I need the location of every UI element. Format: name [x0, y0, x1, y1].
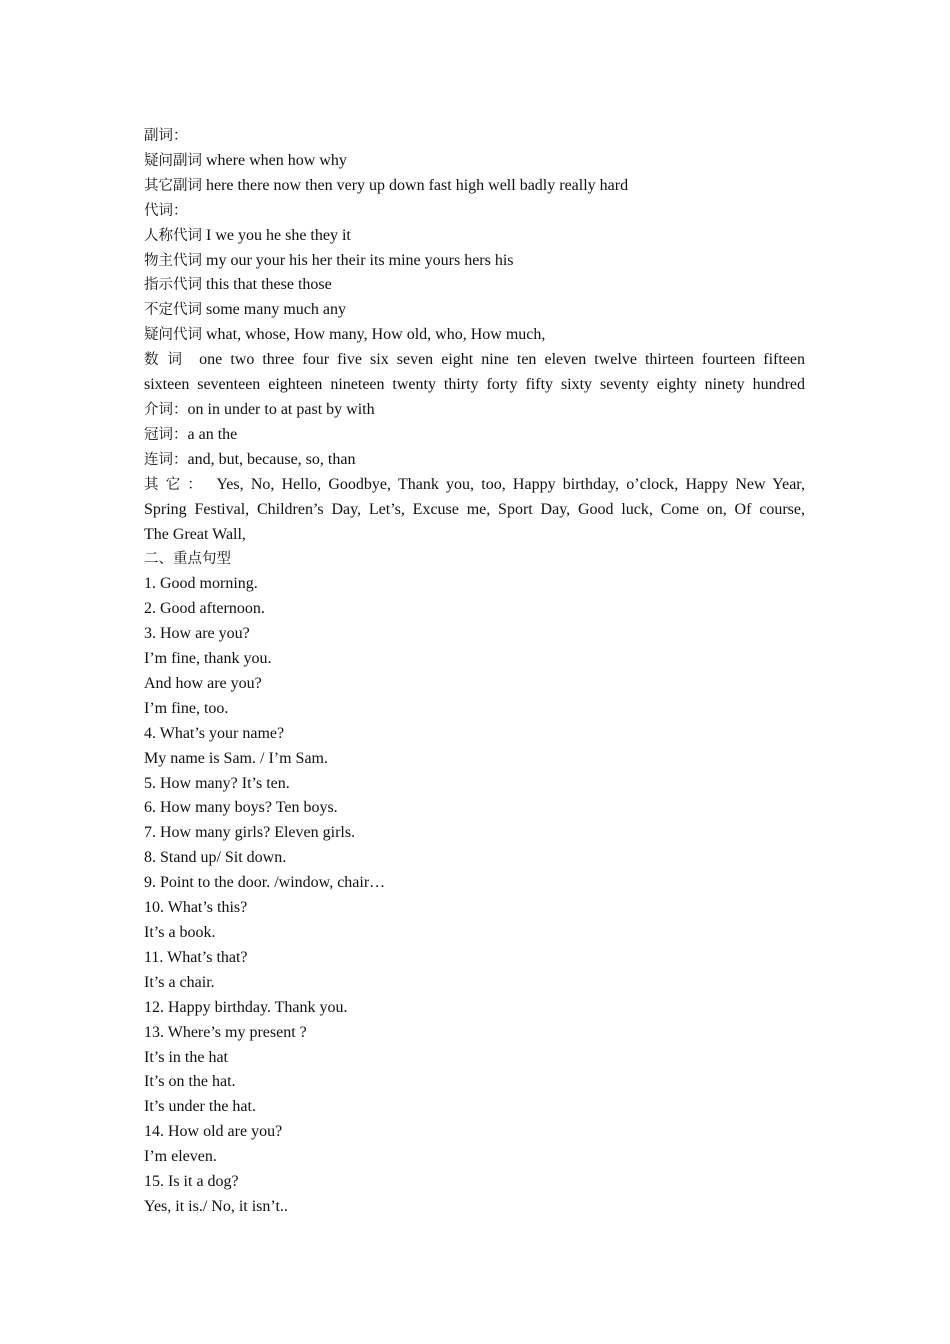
sentence-line: 9. Point to the door. /window, chair… — [144, 874, 386, 892]
sentence-line: It’s a chair. — [144, 973, 215, 991]
sentence-line: 7. How many girls? Eleven girls. — [144, 824, 356, 842]
adverb-question-row — [144, 149, 805, 174]
sentence-line: 5. How many? It’s ten. — [144, 774, 290, 792]
sentence-line: 10. What’s this? — [144, 899, 248, 917]
sentence-line: And how are you? — [144, 674, 262, 692]
sentence-line: I’m fine, thank you. — [144, 650, 272, 668]
numeral-row-2: sixteen seventeen eighteen nineteen twenty thirty forty fifty sixty seventy eighty ninety hundred — [144, 376, 805, 394]
sentence-line: It’s a book. — [144, 924, 216, 941]
sentence-line: 2. Good afternoon. — [144, 600, 265, 618]
sentence-line: My name is Sam. / I’m Sam. — [144, 749, 328, 767]
adverb-heading: 副词： — [144, 128, 188, 144]
row-words: what, whose, How many, How old, who, How much, — [202, 326, 546, 344]
sentence-line: 11. What’s that? — [144, 948, 248, 966]
pronoun-possessive-row — [144, 249, 805, 274]
adverb-other-row — [144, 174, 805, 199]
row-words: here there now then very up down fast high well badly really hard — [202, 176, 629, 194]
sentence-line: 15. Is it a dog? — [144, 1173, 239, 1191]
pronoun-personal-row — [144, 224, 805, 249]
row-label: 介词： — [144, 401, 188, 418]
row-label: 疑问副词 — [144, 152, 202, 169]
sentences-heading: 二、重点句型 — [144, 551, 231, 568]
sentence-line: 8. Stand up/ Sit down. — [144, 849, 287, 867]
row-words: this that these those — [202, 276, 332, 294]
sentence-line: 3. How are you? — [144, 625, 250, 643]
row-label: 冠词： — [144, 426, 188, 443]
row-words: my our your his her their its mine yours hers his — [202, 251, 514, 269]
row-words: Yes, No, Hello, Goodbye, Thank you, too, Happy birthday, o’clock, Happy New Year, — [209, 475, 805, 493]
row-words: a an the — [187, 425, 238, 443]
sentence-line: It’s under the hat. — [144, 1098, 256, 1116]
row-words: one two three four five six seven eight nine ten eleven twelve thirteen fourteen fifteen — [191, 351, 805, 369]
row-words: I we you he she they it — [202, 226, 351, 244]
pronoun-question-row — [144, 323, 805, 348]
other-row-1 — [144, 473, 805, 498]
sentence-line: 14. How old are you? — [144, 1123, 283, 1141]
row-words: some many much any — [202, 301, 346, 319]
row-label: 不定代词 — [144, 302, 202, 319]
row-label: 物主代词 — [144, 252, 202, 269]
row-label: 指示代词 — [144, 277, 202, 294]
row-label: 其它： — [144, 476, 210, 493]
row-label: 其它副词 — [144, 177, 202, 194]
sentence-line: It’s on the hat. — [144, 1073, 236, 1091]
sentence-line: 4. What’s your name? — [144, 724, 285, 742]
pronoun-indefinite-row — [144, 298, 805, 323]
row-words: and, but, because, so, than — [187, 450, 356, 468]
row-words: where when how why — [202, 151, 347, 169]
pronoun-heading: 代词： — [144, 202, 188, 219]
sentence-line: I’m eleven. — [144, 1148, 217, 1166]
conjunction-row — [144, 448, 805, 473]
numeral-row-1 — [144, 348, 805, 373]
row-label: 数词 — [144, 352, 192, 369]
row-label: 人称代词 — [144, 227, 202, 244]
pronoun-demonstrative-row — [144, 273, 805, 298]
sentence-line: 6. How many boys? Ten boys. — [144, 799, 338, 817]
article-row — [144, 423, 805, 448]
row-label: 疑问代词 — [144, 327, 202, 344]
other-row-3: The Great Wall, — [144, 525, 246, 543]
preposition-row — [144, 398, 805, 423]
sentence-line: 1. Good morning. — [144, 575, 258, 593]
sentence-line: 12. Happy birthday. Thank you. — [144, 998, 348, 1016]
row-words: on in under to at past by with — [187, 400, 375, 418]
sentence-line: Yes, it is./ No, it isn’t.. — [144, 1197, 288, 1215]
other-row-2: Spring Festival, Children’s Day, Let’s, Excuse me, Sport Day, Good luck, Come on, Of course, — [144, 500, 805, 518]
sentence-line: 13. Where’s my present ? — [144, 1023, 307, 1041]
document-page — [144, 124, 805, 1220]
row-label: 连词： — [144, 451, 188, 468]
sentence-line: I’m fine, too. — [144, 699, 229, 717]
sentence-line: It’s in the hat — [144, 1048, 228, 1066]
